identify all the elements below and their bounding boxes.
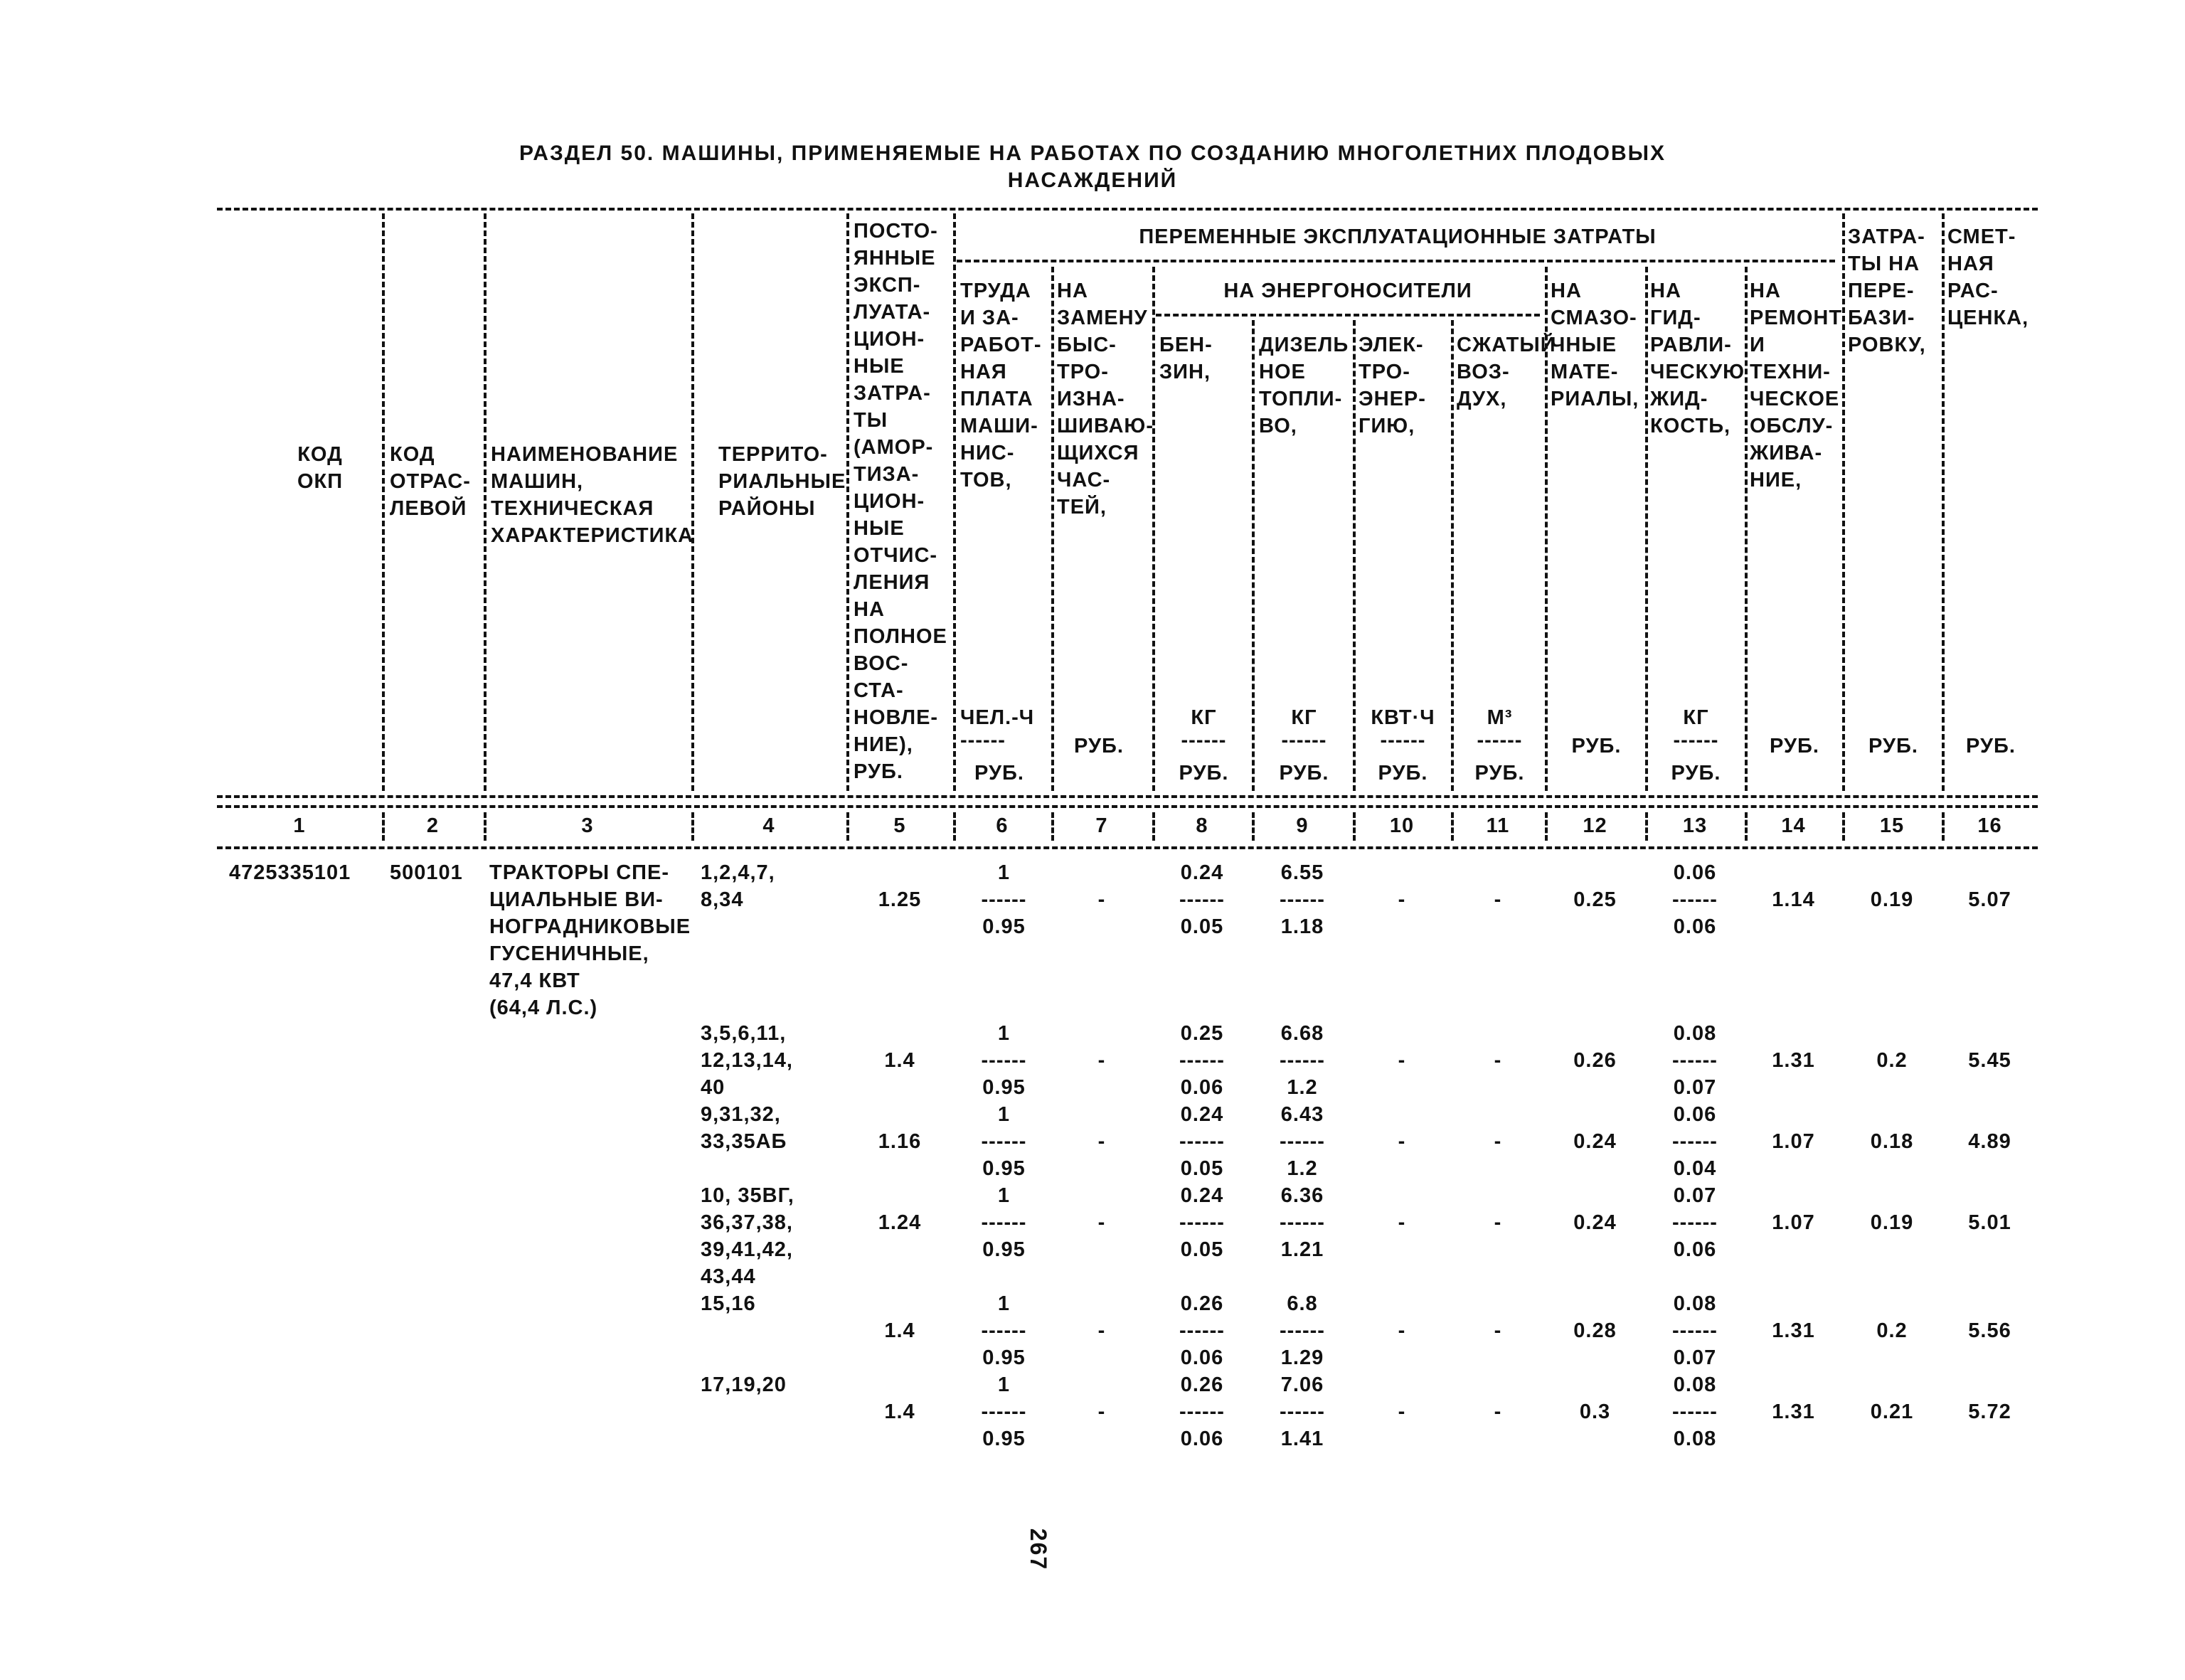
header-repair-rub: РУБ. xyxy=(1770,735,1819,757)
row-fixed-cost: 1.4 xyxy=(884,1049,915,1072)
col-sep xyxy=(1842,213,1845,791)
col-num: 6 xyxy=(996,814,1009,837)
row-regions: 15,16 xyxy=(701,1292,756,1315)
header-name: НАИМЕНОВАНИЕ МАШИН, ТЕХНИЧЕСКАЯ ХАРАКТЕРИСТИКА xyxy=(491,443,694,547)
row-petrol-bottom: 0.06 xyxy=(1180,1428,1224,1450)
row-relocation: 0.19 xyxy=(1870,888,1914,911)
row-labor-divider: ------ xyxy=(981,1049,1027,1072)
row-labor-top: 1 xyxy=(997,1373,1011,1396)
row-hydraulic-top: 0.07 xyxy=(1673,1184,1717,1207)
col-sep xyxy=(1252,812,1255,841)
energy-rule xyxy=(1156,314,1540,317)
header-electric-dashes: ------ xyxy=(1380,729,1426,752)
row-estimate: 5.72 xyxy=(1968,1400,2011,1423)
row-hydraulic-bottom: 0.08 xyxy=(1673,1428,1717,1450)
col-num: 14 xyxy=(1781,814,1806,837)
header-diesel-rub: РУБ. xyxy=(1279,762,1329,785)
row-labor-bottom: 0.95 xyxy=(982,1076,1026,1099)
row-hydraulic-divider: ------ xyxy=(1672,1211,1718,1234)
row-diesel-top: 6.36 xyxy=(1280,1184,1324,1207)
col-num: 9 xyxy=(1296,814,1309,837)
row-lubricants: 0.24 xyxy=(1573,1130,1617,1153)
row-diesel-divider: ------ xyxy=(1280,1130,1325,1153)
header-repair: НА РЕМОНТ И ТЕХНИ- ЧЕСКОЕ ОБСЛУ- ЖИВА- НИЕ, xyxy=(1750,280,1843,491)
row-lubricants: 0.25 xyxy=(1573,888,1617,911)
row-hydraulic-bottom: 0.04 xyxy=(1673,1157,1717,1180)
row-relocation: 0.21 xyxy=(1870,1400,1914,1423)
row-lubricants: 0.26 xyxy=(1573,1049,1617,1072)
header-petrol-rub: РУБ. xyxy=(1179,762,1229,785)
col-sep xyxy=(1252,320,1255,791)
row-labor-top: 1 xyxy=(997,1292,1011,1315)
header-labor-dashes: ------ xyxy=(960,729,1006,752)
row-petrol-divider: ------ xyxy=(1179,1211,1225,1234)
header-bottom-rule xyxy=(217,795,2038,798)
row-repair: 1.07 xyxy=(1772,1130,1815,1153)
row-fixed-cost: 1.4 xyxy=(884,1400,915,1423)
row-petrol-divider: ------ xyxy=(1179,888,1225,911)
row-parts: - xyxy=(1097,1319,1106,1342)
row-petrol-bottom: 0.05 xyxy=(1180,915,1224,938)
row-lubricants: 0.24 xyxy=(1573,1211,1617,1234)
row-parts: - xyxy=(1097,1400,1106,1423)
col-sep xyxy=(953,812,956,841)
col-num: 16 xyxy=(1977,814,2002,837)
row-hydraulic-top: 0.08 xyxy=(1673,1022,1717,1045)
row-air: - xyxy=(1494,1130,1502,1153)
header-relocation-rub: РУБ. xyxy=(1868,735,1918,757)
col-num: 8 xyxy=(1196,814,1208,837)
row-fixed-cost: 1.24 xyxy=(878,1211,922,1234)
header-variable-costs: ПЕРЕМЕННЫЕ ЭКСПЛУАТАЦИОННЫЕ ЗАТРАТЫ xyxy=(1139,225,1657,248)
row-petrol-top: 0.24 xyxy=(1180,1103,1224,1126)
col-sep xyxy=(1942,213,1945,791)
row-estimate: 5.56 xyxy=(1968,1319,2011,1342)
row-diesel-top: 6.43 xyxy=(1280,1103,1324,1126)
row-diesel-bottom: 1.18 xyxy=(1280,915,1324,938)
row-air: - xyxy=(1494,1211,1502,1234)
row-electric: - xyxy=(1398,1319,1406,1342)
col-sep xyxy=(1051,267,1054,791)
col-sep xyxy=(1451,812,1454,841)
row-labor-bottom: 0.95 xyxy=(982,1346,1026,1369)
header-relocation: ЗАТРА- ТЫ НА ПЕРЕ- БАЗИ- РОВКУ, xyxy=(1848,225,1926,356)
row-petrol-bottom: 0.05 xyxy=(1180,1157,1224,1180)
header-electric: ЭЛЕК- ТРО- ЭНЕР- ГИЮ, xyxy=(1359,334,1426,437)
row-labor-bottom: 0.95 xyxy=(982,1428,1026,1450)
row-electric: - xyxy=(1398,1049,1406,1072)
row-air: - xyxy=(1494,1400,1502,1423)
col-sep xyxy=(484,812,487,841)
row-parts: - xyxy=(1097,1130,1106,1153)
col-sep xyxy=(1745,267,1748,791)
col-num: 1 xyxy=(293,814,306,837)
row-diesel-top: 7.06 xyxy=(1280,1373,1324,1396)
header-petrol-kg: КГ xyxy=(1191,706,1217,729)
col-sep xyxy=(1451,320,1454,791)
row-repair: 1.31 xyxy=(1772,1049,1815,1072)
col-sep xyxy=(953,213,956,791)
row-diesel-divider: ------ xyxy=(1280,1211,1325,1234)
col-num: 2 xyxy=(426,814,440,837)
row-electric: - xyxy=(1398,1130,1406,1153)
col-sep xyxy=(846,213,849,791)
col-sep xyxy=(382,213,385,791)
row-diesel-divider: ------ xyxy=(1280,888,1325,911)
row-lubricants: 0.28 xyxy=(1573,1319,1617,1342)
col-num: 4 xyxy=(762,814,775,837)
col-sep xyxy=(1353,812,1356,841)
row-hydraulic-bottom: 0.07 xyxy=(1673,1076,1717,1099)
row-labor-bottom: 0.95 xyxy=(982,1238,1026,1261)
row-diesel-divider: ------ xyxy=(1280,1049,1325,1072)
header-labor-units: ЧЕЛ.-Ч xyxy=(960,706,1035,729)
row-regions: 17,19,20 xyxy=(701,1373,787,1396)
row-air: - xyxy=(1494,888,1502,911)
header-diesel-dashes: ------ xyxy=(1281,729,1327,752)
header-code-okp: КОД ОКП xyxy=(297,443,344,493)
col-sep xyxy=(1745,812,1748,841)
row-electric: - xyxy=(1398,1211,1406,1234)
row-labor-top: 1 xyxy=(997,1103,1011,1126)
machine-code-branch: 500101 xyxy=(390,861,463,884)
row-air: - xyxy=(1494,1319,1502,1342)
header-labor-rub: РУБ. xyxy=(974,762,1024,785)
row-petrol-divider: ------ xyxy=(1179,1130,1225,1153)
row-hydraulic-divider: ------ xyxy=(1672,888,1718,911)
header-hydraulic-rub: РУБ. xyxy=(1671,762,1721,785)
header-air-rub: РУБ. xyxy=(1474,762,1525,785)
row-diesel-bottom: 1.41 xyxy=(1280,1428,1324,1450)
row-hydraulic-divider: ------ xyxy=(1672,1400,1718,1423)
col-num: 10 xyxy=(1389,814,1415,837)
row-petrol-bottom: 0.05 xyxy=(1180,1238,1224,1261)
header-diesel-kg: КГ xyxy=(1291,706,1317,729)
header-labor: ТРУДА И ЗА- РАБОТ- НАЯ ПЛАТА МАШИ- НИС- ТОВ, xyxy=(960,280,1042,491)
row-regions: 3,5,6,11, 12,13,14, 40 xyxy=(701,1022,793,1099)
header-regions: ТЕРРИТО- РИАЛЬНЫЕ РАЙОНЫ xyxy=(718,443,846,520)
row-hydraulic-top: 0.06 xyxy=(1673,861,1717,884)
col-sep xyxy=(1051,812,1054,841)
row-diesel-top: 6.55 xyxy=(1280,861,1324,884)
row-labor-bottom: 0.95 xyxy=(982,915,1026,938)
row-hydraulic-bottom: 0.06 xyxy=(1673,915,1717,938)
row-labor-divider: ------ xyxy=(981,1319,1027,1342)
row-hydraulic-top: 0.08 xyxy=(1673,1373,1717,1396)
row-diesel-bottom: 1.2 xyxy=(1287,1076,1318,1099)
row-diesel-divider: ------ xyxy=(1280,1400,1325,1423)
col-sep xyxy=(382,812,385,841)
row-repair: 1.31 xyxy=(1772,1319,1815,1342)
header-petrol-dashes: ------ xyxy=(1181,729,1227,752)
row-diesel-bottom: 1.21 xyxy=(1280,1238,1324,1261)
row-electric: - xyxy=(1398,888,1406,911)
row-estimate: 5.45 xyxy=(1968,1049,2011,1072)
row-hydraulic-divider: ------ xyxy=(1672,1130,1718,1153)
row-estimate: 5.01 xyxy=(1968,1211,2011,1234)
header-hydraulic-kg: КГ xyxy=(1683,706,1709,729)
col-num: 5 xyxy=(893,814,906,837)
row-diesel-divider: ------ xyxy=(1280,1319,1325,1342)
row-regions: 10, 35ВГ, 36,37,38, 39,41,42, 43,44 xyxy=(701,1184,794,1288)
row-air: - xyxy=(1494,1049,1502,1072)
row-labor-bottom: 0.95 xyxy=(982,1157,1026,1180)
row-electric: - xyxy=(1398,1400,1406,1423)
row-labor-divider: ------ xyxy=(981,1130,1027,1153)
row-repair: 1.07 xyxy=(1772,1211,1815,1234)
row-petrol-top: 0.25 xyxy=(1180,1022,1224,1045)
row-petrol-top: 0.26 xyxy=(1180,1292,1224,1315)
row-labor-top: 1 xyxy=(997,1022,1011,1045)
col-num: 3 xyxy=(581,814,594,837)
row-repair: 1.31 xyxy=(1772,1400,1815,1423)
col-num: 7 xyxy=(1095,814,1108,837)
header-electric-rub: РУБ. xyxy=(1378,762,1428,785)
row-regions: 9,31,32, 33,35АБ xyxy=(701,1103,787,1153)
header-estimate-rub: РУБ. xyxy=(1966,735,2016,757)
row-petrol-top: 0.24 xyxy=(1180,861,1224,884)
row-regions: 1,2,4,7, 8,34 xyxy=(701,861,775,911)
row-hydraulic-bottom: 0.06 xyxy=(1673,1238,1717,1261)
row-parts: - xyxy=(1097,1049,1106,1072)
header-electric-kwh: КВТ·Ч xyxy=(1371,706,1435,729)
page-title: РАЗДЕЛ 50. МАШИНЫ, ПРИМЕНЯЕМЫЕ НА РАБОТАХ ПО СОЗДАНИЮ МНОГОЛЕТНИХ ПЛОДОВЫХ xyxy=(519,142,1666,165)
row-diesel-top: 6.68 xyxy=(1280,1022,1324,1045)
header-code-branch: КОД ОТРАС- ЛЕВОЙ xyxy=(390,443,471,520)
row-hydraulic-bottom: 0.07 xyxy=(1673,1346,1717,1369)
header-air: СЖАТЫЙ ВОЗ- ДУХ, xyxy=(1457,334,1556,410)
col-num: 13 xyxy=(1682,814,1708,837)
row-diesel-top: 6.8 xyxy=(1287,1292,1318,1315)
row-relocation: 0.18 xyxy=(1870,1130,1914,1153)
row-lubricants: 0.3 xyxy=(1579,1400,1611,1423)
col-sep xyxy=(846,812,849,841)
header-hydraulic: НА ГИД- РАВЛИ- ЧЕСКУЮ ЖИД- КОСТЬ, xyxy=(1650,280,1745,437)
header-air-m3: М³ xyxy=(1487,706,1513,729)
row-parts: - xyxy=(1097,1211,1106,1234)
row-labor-divider: ------ xyxy=(981,1400,1027,1423)
row-labor-top: 1 xyxy=(997,1184,1011,1207)
variable-costs-rule xyxy=(957,260,1835,262)
page-number: 267 xyxy=(1026,1528,1052,1571)
header-lubricants-rub: РУБ. xyxy=(1571,735,1622,757)
col-sep xyxy=(1645,812,1648,841)
machine-code-okp: 4725335101 xyxy=(229,861,351,884)
header-parts: НА ЗАМЕНУ БЫС- ТРО- ИЗНА- ШИВАЮ- ЩИХСЯ ЧАС- ТЕЙ, xyxy=(1057,280,1154,519)
page-title-continuation: НАСАЖДЕНИЙ xyxy=(1007,169,1178,192)
row-petrol-top: 0.26 xyxy=(1180,1373,1224,1396)
row-labor-divider: ------ xyxy=(981,888,1027,911)
row-labor-divider: ------ xyxy=(981,1211,1027,1234)
col-sep xyxy=(691,812,694,841)
row-petrol-divider: ------ xyxy=(1179,1319,1225,1342)
row-fixed-cost: 1.4 xyxy=(884,1319,915,1342)
col-sep xyxy=(1545,812,1548,841)
col-sep xyxy=(484,213,487,791)
col-num: 12 xyxy=(1583,814,1607,837)
row-petrol-divider: ------ xyxy=(1179,1400,1225,1423)
col-sep xyxy=(1842,812,1845,841)
row-fixed-cost: 1.16 xyxy=(878,1130,922,1153)
header-estimate: СМЕТ- НАЯ РАС- ЦЕНКА, xyxy=(1947,225,2029,329)
header-fixed-costs: ПОСТО- ЯННЫЕ ЭКСП- ЛУАТА- ЦИОН- НЫЕ ЗАТРА- ТЫ (АМОР- ТИЗА- ЦИОН- НЫЕ ОТЧИС- ЛЕНИЯ НА ПОЛНОЕ ВОС- СТА- НОВЛЕ- НИЕ), РУБ. xyxy=(854,220,947,783)
row-petrol-top: 0.24 xyxy=(1180,1184,1224,1207)
row-repair: 1.14 xyxy=(1772,888,1815,911)
col-sep xyxy=(1152,812,1155,841)
row-fixed-cost: 1.25 xyxy=(878,888,922,911)
col-num: 11 xyxy=(1486,814,1510,837)
table-top-rule xyxy=(217,208,2038,211)
row-hydraulic-divider: ------ xyxy=(1672,1319,1718,1342)
header-parts-rub: РУБ. xyxy=(1074,735,1124,757)
header-petrol: БЕН- ЗИН, xyxy=(1159,334,1213,383)
row-relocation: 0.2 xyxy=(1876,1319,1908,1342)
row-relocation: 0.2 xyxy=(1876,1049,1908,1072)
col-num: 15 xyxy=(1879,814,1905,837)
row-estimate: 4.89 xyxy=(1968,1130,2011,1153)
row-diesel-bottom: 1.2 xyxy=(1287,1157,1318,1180)
row-relocation: 0.19 xyxy=(1870,1211,1914,1234)
row-petrol-bottom: 0.06 xyxy=(1180,1346,1224,1369)
colnum-bottom-rule xyxy=(217,846,2038,849)
header-energy: НА ЭНЕРГОНОСИТЕЛИ xyxy=(1223,280,1472,302)
row-petrol-divider: ------ xyxy=(1179,1049,1225,1072)
row-petrol-bottom: 0.06 xyxy=(1180,1076,1224,1099)
header-lubricants: НА СМАЗО- ЧНЫЕ МАТЕ- РИАЛЫ, xyxy=(1551,280,1639,410)
row-diesel-bottom: 1.29 xyxy=(1280,1346,1324,1369)
header-hydraulic-dashes: ------ xyxy=(1673,729,1719,752)
header-air-dashes: ------ xyxy=(1477,729,1523,752)
col-sep xyxy=(1942,812,1945,841)
row-parts: - xyxy=(1097,888,1106,911)
row-hydraulic-top: 0.06 xyxy=(1673,1103,1717,1126)
row-hydraulic-top: 0.08 xyxy=(1673,1292,1717,1315)
row-estimate: 5.07 xyxy=(1968,888,2011,911)
row-labor-top: 1 xyxy=(997,861,1011,884)
header-diesel: ДИЗЕЛЬ НОЕ ТОПЛИ- ВО, xyxy=(1259,334,1349,437)
machine-name: ТРАКТОРЫ СПЕ- ЦИАЛЬНЫЕ ВИ- НОГРАДНИКОВЫЕ ГУСЕНИЧНЫЕ, 47,4 КВТ (64,4 Л.С.) xyxy=(489,861,691,1019)
header-bottom-rule-2 xyxy=(217,805,2038,808)
row-hydraulic-divider: ------ xyxy=(1672,1049,1718,1072)
